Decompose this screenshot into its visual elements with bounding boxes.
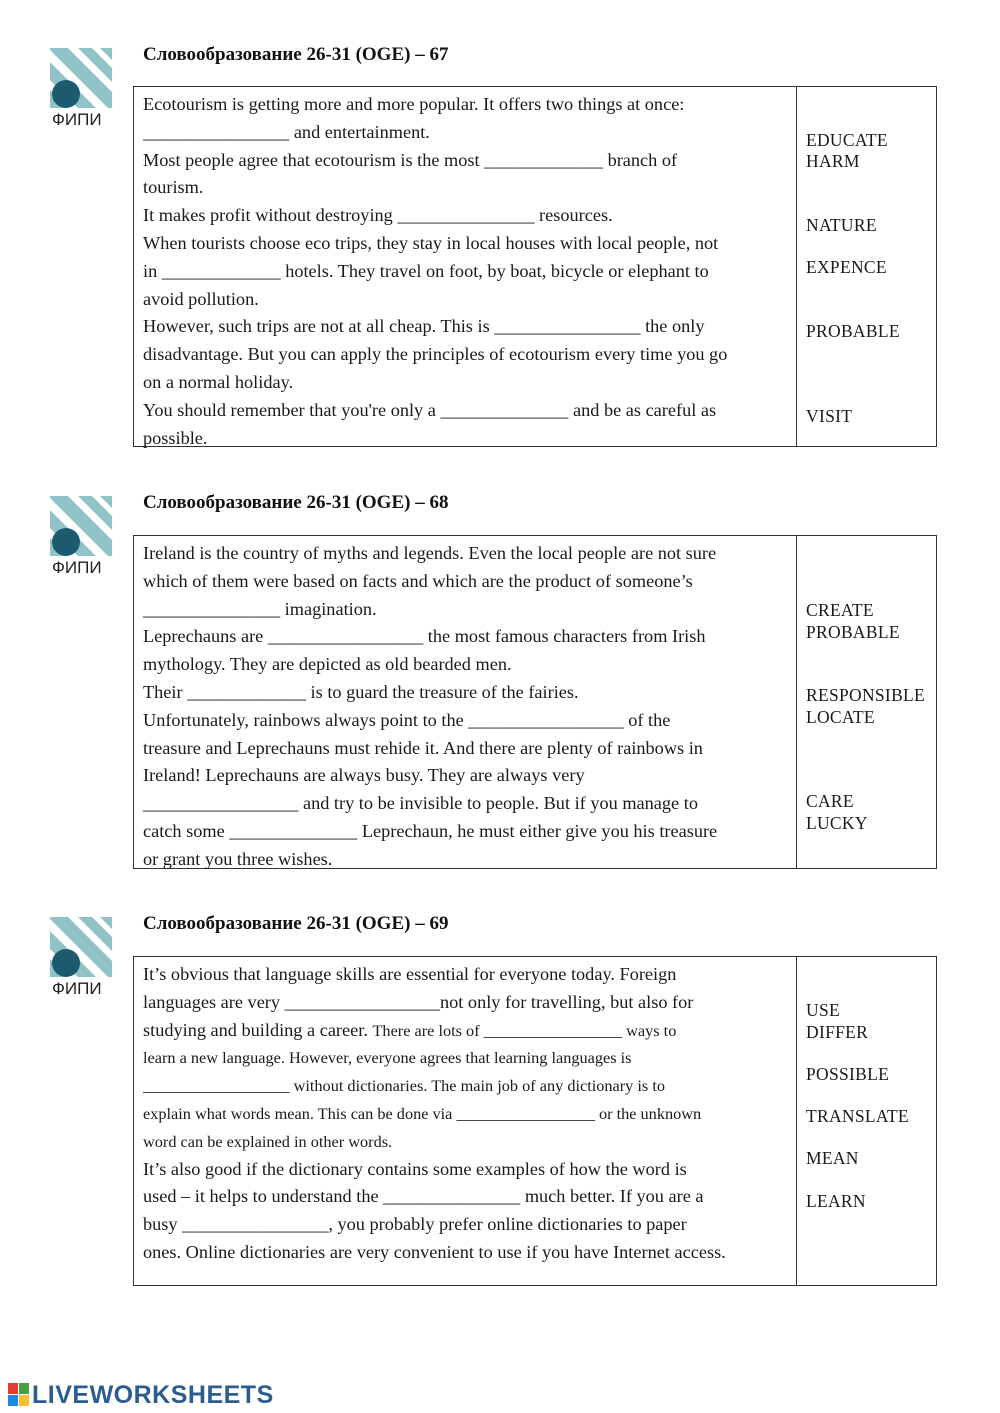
fipi-logo-icon <box>50 496 112 556</box>
task-text <box>134 536 797 868</box>
fipi-logo <box>50 48 114 130</box>
word: LOCATE <box>806 707 875 727</box>
text-line: It’s obvious that language skills are essential for everyone today. Foreign <box>143 964 677 984</box>
fipi-logo-text: ФИПИ <box>52 110 102 129</box>
text-line: _________________ and try to be invisible to people. But if you manage to <box>143 793 698 814</box>
task-box <box>133 535 937 869</box>
text-line: Ireland! Leprechauns are always busy. They are always very <box>143 765 585 786</box>
text-line: in _____________ hotels. They travel on foot, by boat, bicycle or elephant to <box>143 260 709 281</box>
text-line: Ireland is the country of myths and legends. Even the local people are not sure <box>143 543 717 563</box>
word: LUCKY <box>806 813 868 833</box>
text-span-small: There are lots of _________________ ways to <box>372 1020 677 1040</box>
text-line: You should remember that you're only a ______________ and be as careful as <box>143 399 717 420</box>
text-line: tourism. <box>143 177 204 198</box>
liveworksheets-logo-icon <box>8 1383 30 1407</box>
text-line: disadvantage. But you can apply the principles of ecotourism every time you go <box>143 344 728 365</box>
liveworksheets-brand: LIVEWORKSHEETS <box>32 1380 274 1409</box>
text-line: However, such trips are not at all cheap. This is ________________ the only <box>143 316 705 337</box>
text-line <box>143 1017 788 1045</box>
word-list <box>797 957 936 1285</box>
word: USE <box>806 1000 840 1020</box>
text-line: Ecotourism is getting more and more popular. It offers two things at once: <box>143 94 685 114</box>
text-line: avoid pollution. <box>143 288 259 309</box>
task-title: Словообразование 26-31 (OGE) – 67 <box>143 44 449 65</box>
text-line: It’s also good if the dictionary contains some examples of how the word is <box>143 1158 687 1179</box>
liveworksheets-footer <box>8 1382 274 1408</box>
word-list <box>797 536 936 868</box>
word: DIFFER <box>806 1022 869 1042</box>
text-line: which of them were based on facts and which are the product of someone’s <box>143 570 693 591</box>
text-line: word can be explained in other words. <box>143 1131 393 1151</box>
text-line: Their _____________ is to guard the treasure of the fairies. <box>143 681 579 702</box>
task-title: Словообразование 26-31 (OGE) – 69 <box>143 913 449 934</box>
word: PROBABLE <box>806 321 900 341</box>
text-line: catch some ______________ Leprechaun, he must either give you his treasure <box>143 820 718 841</box>
text-line: ________________ and entertainment. <box>143 121 430 142</box>
text-line: used – it helps to understand the _______________ much better. If you are a <box>143 1186 704 1207</box>
word: VISIT <box>806 406 853 426</box>
word: NATURE <box>806 215 877 235</box>
fipi-logo-icon <box>50 48 112 108</box>
task-text <box>134 87 797 446</box>
text-line: __________________ without dictionaries. The main job of any dictionary is to <box>143 1076 665 1096</box>
task-title: Словообразование 26-31 (OGE) – 68 <box>143 492 449 513</box>
word: POSSIBLE <box>806 1064 890 1084</box>
word: EXPENCE <box>806 257 887 277</box>
fipi-logo <box>50 917 114 999</box>
task-box <box>133 956 937 1286</box>
text-span: studying and building a career. <box>143 1019 373 1040</box>
text-line: mythology. They are depicted as old bearded men. <box>143 654 512 675</box>
task-box <box>133 86 937 447</box>
fipi-logo-icon <box>50 917 112 977</box>
word: RESPONSIBLE <box>806 685 926 705</box>
text-line: When tourists choose eco trips, they stay in local houses with local people, not <box>143 232 719 253</box>
text-line: languages are very _________________not only for travelling, but also for <box>143 991 694 1012</box>
word: LEARN <box>806 1191 866 1211</box>
word: EDUCATE <box>806 130 888 150</box>
word: PROBABLE <box>806 622 900 642</box>
text-line: busy ________________, you probably prefer online dictionaries to paper <box>143 1214 687 1235</box>
fipi-logo <box>50 496 114 578</box>
text-line: possible. <box>143 427 208 448</box>
text-line: or grant you three wishes. <box>143 848 333 869</box>
word: CARE <box>806 791 854 811</box>
task-text <box>134 957 797 1285</box>
word: MEAN <box>806 1148 859 1168</box>
word-list <box>797 87 936 446</box>
fipi-logo-text: ФИПИ <box>52 558 102 577</box>
text-line: Leprechauns are _________________ the most famous characters from Irish <box>143 626 706 647</box>
text-line: learn a new language. However, everyone agrees that learning languages is <box>143 1048 632 1068</box>
word: CREATE <box>806 600 874 620</box>
text-line: explain what words mean. This can be done via _________________ or the unknown <box>143 1103 702 1123</box>
fipi-logo-text: ФИПИ <box>52 979 102 998</box>
text-line: _______________ imagination. <box>143 598 377 619</box>
text-line: on a normal holiday. <box>143 371 294 392</box>
text-line: It makes profit without destroying _______________ resources. <box>143 205 613 226</box>
text-line: treasure and Leprechauns must rehide it. And there are plenty of rainbows in <box>143 737 703 758</box>
text-line: ones. Online dictionaries are very convenient to use if you have Internet access. <box>143 1241 726 1262</box>
word: HARM <box>806 151 860 171</box>
word: TRANSLATE <box>806 1106 909 1126</box>
text-line: Unfortunately, rainbows always point to the _________________ of the <box>143 709 671 730</box>
text-line: Most people agree that ecotourism is the most _____________ branch of <box>143 149 678 170</box>
